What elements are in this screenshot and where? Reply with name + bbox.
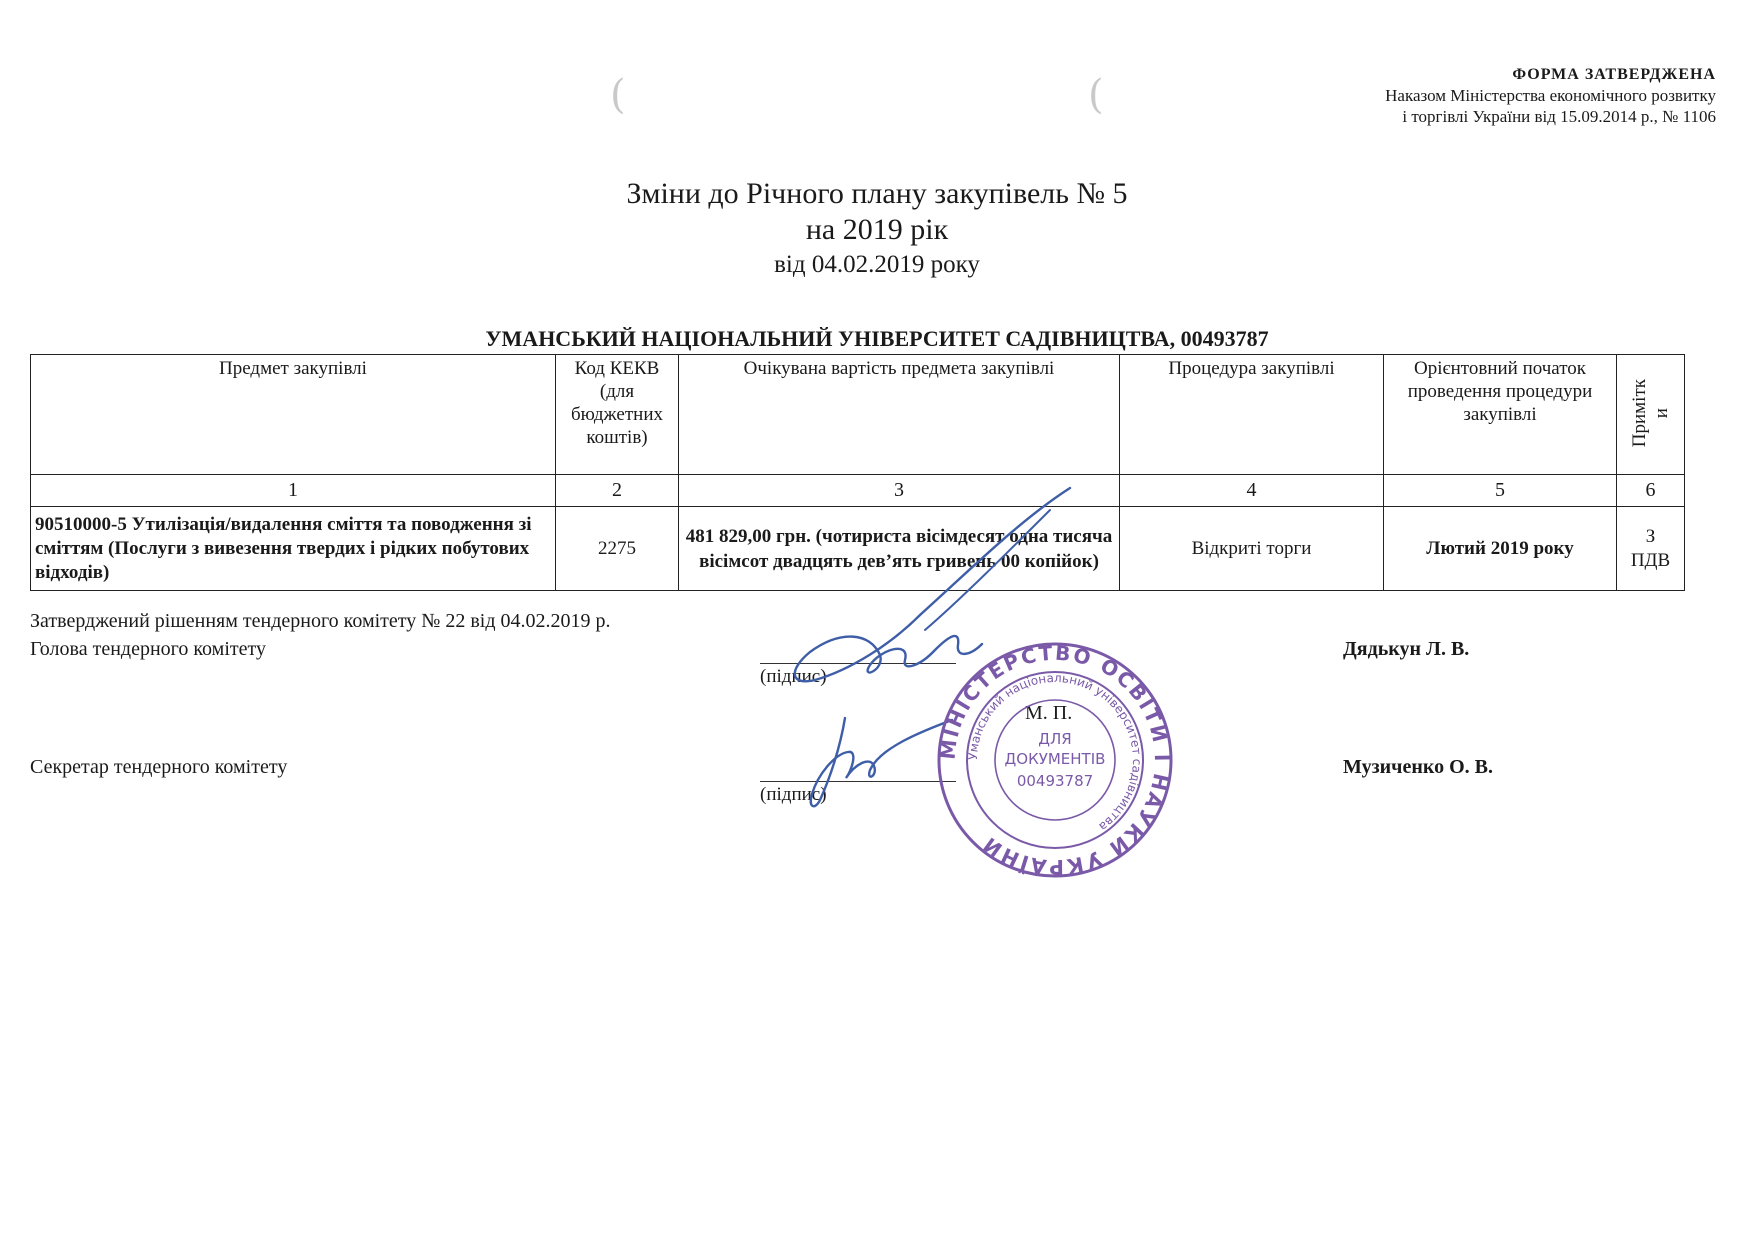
head-name: Дядькун Л. В. [1343,638,1470,660]
svg-text:Уманський національний універс [966,671,1144,834]
cell-start: Лютий 2019 року [1384,507,1617,591]
table-header-row [31,355,1685,475]
stamp-center-line-1: ДЛЯ [1038,730,1072,748]
head-signature-caption: (підпис) [760,666,827,687]
form-approved-line-2: і торгівлі України від 15.09.2014 р., № 1106 [1402,107,1716,126]
cell-procedure: Відкриті торги [1120,507,1384,591]
secretary-signature-line [760,781,956,782]
header-subject: Предмет закупівлі [31,355,556,475]
secretary-name: Музиченко О. В. [1343,756,1494,778]
stamp-center-code: 00493787 [1016,772,1094,790]
head-signature-line [760,663,956,664]
header-kekv: Код КЕКВ (для бюджетних коштів) [556,355,679,475]
cell-notes: З ПДВ [1617,507,1685,591]
seal-mark: М. П. [1025,702,1073,724]
stamp-inner-text: Уманський національний університет садівництва [965,670,1145,834]
header-start: Орієнтовний початок проведення процедури закупівлі [1384,355,1617,475]
cell-subject: 90510000-5 Утилізація/видалення сміття та поводження зі сміттям (Послуги з вивезення твердих і рідких побутових відходів) [31,507,556,591]
header-notes-cell [1617,355,1685,475]
column-number-5: 5 [1384,475,1617,507]
stamp-center-line-2: ДОКУМЕНТІВ [1004,750,1106,768]
header-cost: Очікувана вартість предмета закупівлі [679,355,1120,475]
approval-statement: Затверджений рішенням тендерного комітету № 22 від 04.02.2019 р. [30,610,611,632]
secretary-signature-caption: (підпис) [760,784,827,805]
title-line-1: Зміни до Річного плану закупівель № 5 [626,177,1128,210]
cell-kekv: 2275 [556,507,679,591]
column-number-2: 2 [556,475,679,507]
header-procedure: Процедура закупівлі [1120,355,1384,475]
svg-text:МІНІСТЕРСТВО ОСВІТИ І НАУКИ УК [936,641,1175,879]
cell-cost: 481 829,00 грн. (чотириста вісімдесят одна тисяча вісімсот двадцять дев’ять гривень 00 копійок) [679,507,1120,591]
column-number-1: 1 [31,475,556,507]
title-line-3: від 04.02.2019 року [774,251,980,278]
scan-artifact-bracket-right: ( [1088,72,1104,118]
scan-artifact-bracket-left: ( [610,72,626,118]
institution-stamp [935,640,1175,880]
form-approved-title: ФОРМА ЗАТВЕРДЖЕНА [1512,66,1716,83]
secretary-role: Секретар тендерного комітету [30,756,288,778]
document-title [0,176,1754,282]
column-number-6: 6 [1617,475,1685,507]
column-number-4: 4 [1120,475,1384,507]
stamp-outer-text: МІНІСТЕРСТВО ОСВІТИ І НАУКИ УКРАЇНИ [935,640,1175,880]
table-row [31,507,1685,591]
organization-name: УМАНСЬКИЙ НАЦІОНАЛЬНИЙ УНІВЕРСИТЕТ САДІВНИЦТВА, 00493787 [485,326,1269,351]
column-number-3: 3 [679,475,1120,507]
form-approved-block [1385,64,1716,127]
header-notes: Примітк и [1628,378,1672,448]
procurement-plan-table [30,354,1685,591]
head-role: Голова тендерного комітету [30,638,266,660]
title-line-2: на 2019 рік [805,213,949,246]
table-number-row [31,475,1685,507]
form-approved-line-1: Наказом Міністерства економічного розвитку [1385,86,1716,105]
